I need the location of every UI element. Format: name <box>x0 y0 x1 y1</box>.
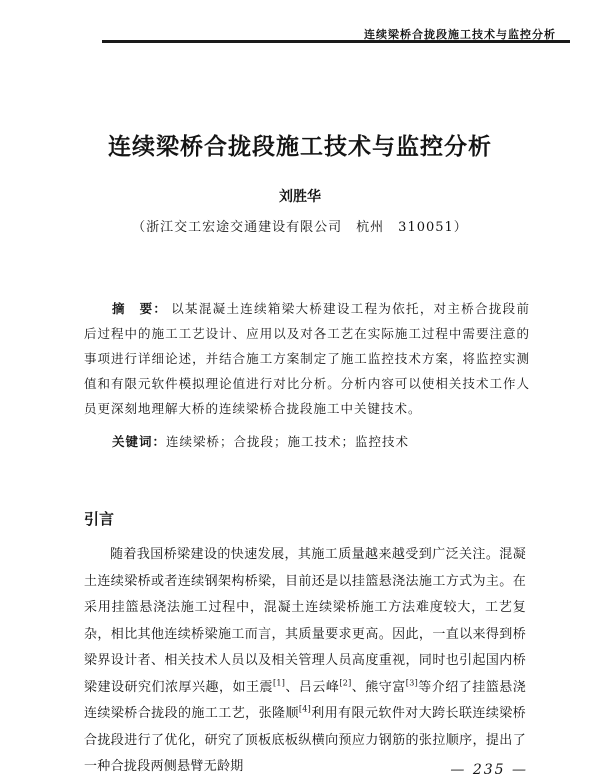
running-head: 连续梁桥合拢段施工技术与监控分析 <box>364 28 556 41</box>
intro-paragraph <box>84 542 526 781</box>
section-heading: 引言 <box>84 510 115 528</box>
affiliation: （浙江交工宏途交通建设有限公司 杭州 310051） <box>132 220 468 235</box>
citation-ref-4: [4] <box>298 704 312 714</box>
page-number: — 235 — <box>450 762 528 778</box>
abstract-label: 摘 要： <box>112 301 168 316</box>
intro-text-5: 利用有限元软件对大跨长联连续梁桥合拢段进行了优化，研究了顶板底板纵横向预应力钢筋的张拉顺序，提出了一种合拢段两侧悬臂无龄期 <box>84 706 526 774</box>
citation-ref-2: [2] <box>339 678 352 688</box>
intro-text-4: 等介绍了挂篮悬浇连续梁桥合拢段的施工工艺，张隆顺 <box>84 679 527 721</box>
intro-text-2: 、吕云峰 <box>285 679 340 695</box>
citation-ref-3: [3] <box>405 678 419 688</box>
author-name: 刘胜华 <box>279 189 321 205</box>
abstract-text: 以某混凝土连续箱梁大桥建设工程为依托，对主桥合拢段前后过程中的施工工艺设计、应用以及对各工艺在实际施工过程中需要注意的事项进行详细论述，并结合施工方案制定了施工监控技术方案，将监控实测值和有限元软件模拟理论值进行对比分析。分析内容可以使相关技术工作人员更深刻地理解大桥的连续梁桥合拢段施工中关键技术。 <box>84 301 530 416</box>
intro-text-1: 随着我国桥梁建设的快速发展，其施工质量越来越受到广泛关注。混凝土连续梁桥或者连续钢架构桥梁，目前还是以挂篮悬浇法施工方式为主。在采用挂篮悬浇法施工过程中，混凝土连续梁桥施工方法难度较大，工艺复杂，相比其他连续桥梁施工而言，其质量要求更高。因此，一直以来得到桥梁界设计者、相关技术人员以及相关管理人员高度重视，同时也引起国内桥梁建设研究们浓厚兴趣，如王震 <box>84 547 526 695</box>
article-title: 连续梁桥合拢段施工技术与监控分析 <box>108 134 492 160</box>
abstract <box>84 296 530 421</box>
keywords <box>112 432 409 450</box>
keywords-text: 连续梁桥；合拢段；施工技术；监控技术 <box>166 434 410 449</box>
citation-ref-1: [1] <box>272 678 286 688</box>
keywords-label: 关键词： <box>112 434 167 449</box>
intro-text-3: 、熊守富 <box>351 679 406 695</box>
